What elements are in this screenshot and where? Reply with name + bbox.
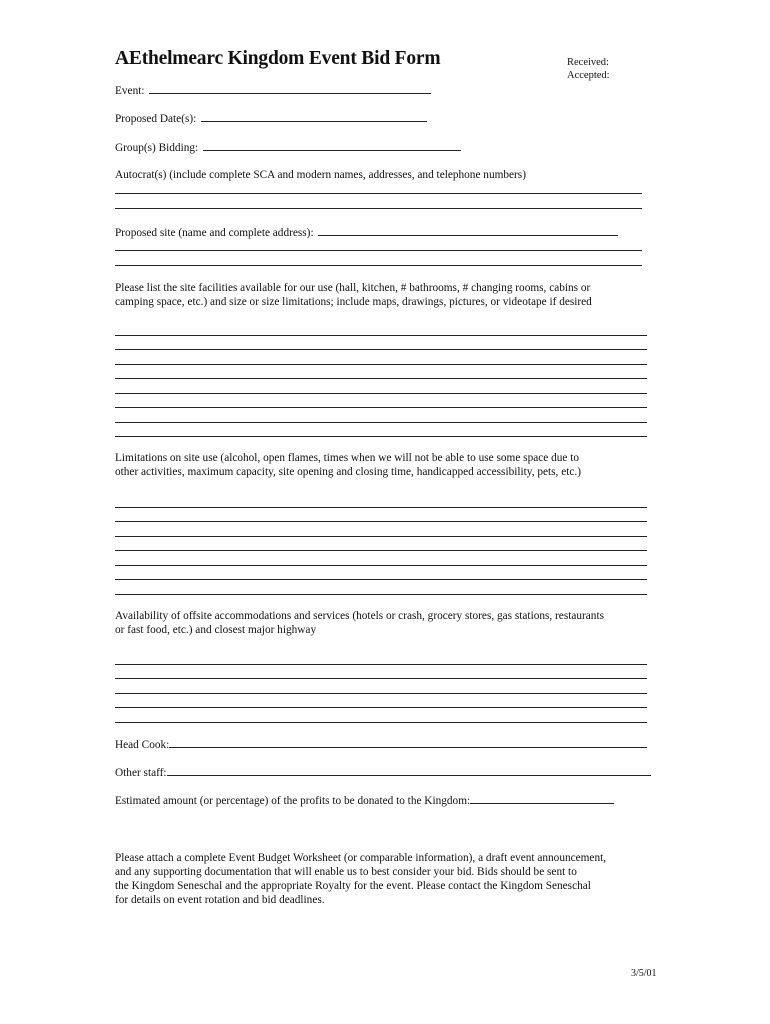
other-staff-field[interactable] — [167, 765, 651, 776]
event-row — [115, 83, 431, 98]
site-line[interactable] — [115, 250, 642, 251]
offsite-line[interactable] — [115, 707, 647, 708]
offsite-line[interactable] — [115, 664, 647, 665]
form-title: AEthelmearc Kingdom Event Bid Form — [115, 48, 441, 69]
groups-row — [115, 140, 461, 155]
autocrats-line[interactable] — [115, 208, 642, 209]
other-staff-label: Other staff: — [115, 767, 167, 779]
facilities-line[interactable] — [115, 378, 647, 379]
site-row — [115, 225, 618, 240]
other-staff-row — [115, 765, 651, 780]
groups-label: Group(s) Bidding: — [115, 142, 199, 154]
facilities-prompt-2: camping space, etc.) and size or size limitations; include maps, drawings, pictures, or videotape if desired — [115, 296, 592, 308]
attach-line-1: Please attach a complete Event Budget Worksheet (or comparable information), a draft event announcement, — [115, 852, 607, 864]
limitations-line[interactable] — [115, 565, 647, 566]
facilities-line[interactable] — [115, 422, 647, 423]
site-field[interactable] — [318, 225, 618, 236]
facilities-line[interactable] — [115, 364, 647, 365]
dates-row — [115, 111, 427, 126]
limitations-line[interactable] — [115, 536, 647, 537]
limitations-prompt-2: other activities, maximum capacity, site opening and closing time, handicapped accessibility, pets, etc.) — [115, 466, 581, 478]
limitations-line[interactable] — [115, 521, 647, 522]
facilities-line[interactable] — [115, 407, 647, 408]
offsite-prompt-2: or fast food, etc.) and closest major highway — [115, 624, 317, 636]
revision-date: 3/5/01 — [631, 968, 657, 979]
head-cook-row — [115, 737, 647, 752]
dates-field[interactable] — [201, 111, 427, 122]
autocrats-line[interactable] — [115, 193, 642, 194]
site-line[interactable] — [115, 265, 642, 266]
groups-field[interactable] — [203, 140, 461, 151]
attach-line-2: and any supporting documentation that will enable us to best consider your bid. Bids should be sent to — [115, 866, 577, 878]
facilities-line[interactable] — [115, 393, 647, 394]
head-cook-field[interactable] — [169, 737, 647, 748]
attach-line-3: the Kingdom Seneschal and the appropriate Royalty for the event. Please contact the Kingdom Seneschal — [115, 880, 591, 892]
offsite-line[interactable] — [115, 678, 647, 679]
facilities-prompt-1: Please list the site facilities available for our use (hall, kitchen, # bathrooms, # changing rooms, cabins or — [115, 282, 591, 294]
site-label: Proposed site (name and complete address): — [115, 227, 314, 239]
autocrats-label: Autocrat(s) (include complete SCA and modern names, addresses, and telephone numbers) — [115, 169, 526, 181]
limitations-line[interactable] — [115, 550, 647, 551]
donation-label: Estimated amount (or percentage) of the profits to be donated to the Kingdom: — [115, 795, 471, 807]
event-label: Event: — [115, 85, 145, 97]
offsite-line[interactable] — [115, 693, 647, 694]
offsite-line[interactable] — [115, 722, 647, 723]
limitations-line[interactable] — [115, 579, 647, 580]
limitations-line[interactable] — [115, 594, 647, 595]
received-label: Received: — [567, 57, 609, 68]
facilities-line[interactable] — [115, 335, 647, 336]
donation-field[interactable] — [470, 793, 614, 804]
facilities-line[interactable] — [115, 436, 647, 437]
offsite-prompt-1: Availability of offsite accommodations and services (hotels or crash, grocery stores, gas stations, restaurants — [115, 610, 604, 622]
limitations-line[interactable] — [115, 507, 647, 508]
limitations-prompt-1: Limitations on site use (alcohol, open flames, times when we will not be able to use some space due to — [115, 452, 580, 464]
facilities-line[interactable] — [115, 349, 647, 350]
head-cook-label: Head Cook: — [115, 739, 170, 751]
donation-row — [115, 793, 614, 808]
dates-label: Proposed Date(s): — [115, 113, 197, 125]
accepted-label: Accepted: — [567, 70, 610, 81]
attach-line-4: for details on event rotation and bid deadlines. — [115, 894, 325, 906]
event-field[interactable] — [149, 83, 431, 94]
